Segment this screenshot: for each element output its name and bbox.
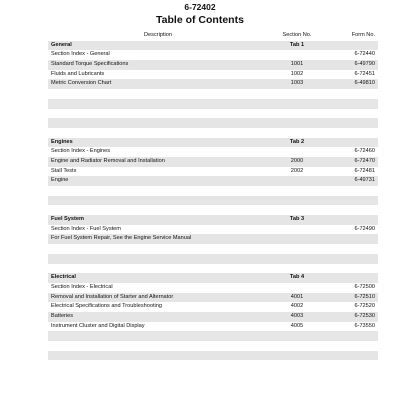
toc-table (48, 31, 378, 370)
toc-rows (48, 41, 378, 370)
table-row (48, 147, 378, 157)
document-number: 6-72402 (184, 2, 216, 12)
table-row (48, 322, 378, 332)
blank-row (48, 244, 378, 254)
table-row (48, 157, 378, 167)
blank-row (48, 205, 378, 215)
row-form-no: 6-72520 (354, 303, 375, 310)
table-row (48, 225, 378, 235)
row-section-no: 2000 (290, 157, 304, 164)
document-title: Table of Contents (156, 14, 244, 26)
blank-row (48, 254, 378, 264)
table-row (48, 50, 378, 60)
blank-row (48, 341, 378, 351)
tab-label: Tab 3 (289, 216, 305, 223)
row-form-no: 6-72500 (354, 283, 375, 290)
table-row (48, 312, 378, 322)
row-description: Batteries (51, 312, 74, 319)
section-header-row (48, 215, 378, 225)
row-description: Instrument Cluster and Digital Display (51, 322, 145, 329)
row-section-no: 4002 (290, 303, 304, 310)
table-row (48, 70, 378, 80)
header-form-no: Form No. (351, 32, 375, 38)
row-section-no: 2002 (290, 167, 304, 174)
row-form-no: 6-73550 (354, 322, 375, 329)
section-title: General (51, 41, 72, 48)
row-section-no: 4001 (290, 293, 304, 300)
row-description: Stall Tests (51, 167, 77, 174)
row-form-no: 6-72490 (354, 225, 375, 232)
blank-row (48, 331, 378, 341)
table-header (48, 31, 378, 41)
table-row (48, 283, 378, 293)
header-section-no: Section No. (282, 32, 312, 38)
table-row (48, 60, 378, 70)
row-form-no: 6-72440 (354, 51, 375, 58)
row-description: Section Index - Fuel System (51, 225, 121, 232)
row-form-no: 6-72451 (354, 70, 375, 77)
section-header-row (48, 273, 378, 283)
row-description: Engine (51, 177, 69, 184)
table-row (48, 79, 378, 89)
row-form-no: 6-49790 (354, 61, 375, 68)
row-description: Engine and Radiator Removal and Installation (51, 157, 165, 164)
table-row (48, 302, 378, 312)
blank-row (48, 128, 378, 138)
tab-label: Tab 2 (289, 138, 305, 145)
blank-row (48, 351, 378, 361)
row-description: For Fuel System Repair, See the Engine Service Manual (51, 235, 192, 242)
blank-row (48, 109, 378, 119)
row-section-no: 4005 (290, 322, 304, 329)
row-form-no: 6-72470 (354, 157, 375, 164)
row-form-no: 6-72510 (354, 293, 375, 300)
section-title: Electrical (51, 274, 76, 281)
row-form-no: 6-72481 (354, 167, 375, 174)
table-row (48, 234, 378, 244)
section-header-row (48, 41, 378, 51)
row-description: Metric Conversion Chart (51, 80, 112, 87)
blank-row (48, 196, 378, 206)
header-description: Description (144, 32, 172, 38)
tab-label: Tab 4 (289, 274, 305, 281)
blank-row (48, 186, 378, 196)
table-row (48, 293, 378, 303)
row-form-no: 6-72460 (354, 148, 375, 155)
row-description: Section Index - Electrical (51, 283, 113, 290)
table-row (48, 176, 378, 186)
row-form-no: 6-49731 (354, 177, 375, 184)
row-description: Electrical Specifications and Troubleshooting (51, 303, 163, 310)
row-form-no: 6-49810 (354, 80, 375, 87)
row-section-no: 1002 (290, 70, 304, 77)
row-description: Section Index - Engines (51, 148, 111, 155)
section-title: Fuel System (51, 216, 84, 223)
blank-row (48, 99, 378, 109)
row-form-no: 6-72530 (354, 312, 375, 319)
row-section-no: 1003 (290, 80, 304, 87)
blank-row (48, 118, 378, 128)
row-description: Section Index - General (51, 51, 110, 58)
row-description: Fluids and Lubricants (51, 70, 105, 77)
blank-row (48, 89, 378, 99)
row-section-no: 4003 (290, 312, 304, 319)
section-title: Engines (51, 138, 73, 145)
row-description: Standard Torque Specifications (51, 61, 129, 68)
row-section-no: 1001 (290, 61, 304, 68)
section-header-row (48, 138, 378, 148)
table-row (48, 167, 378, 177)
blank-row (48, 264, 378, 274)
row-description: Removal and Installation of Starter and Alternator (51, 293, 174, 300)
tab-label: Tab 1 (289, 41, 305, 48)
blank-row (48, 360, 378, 370)
